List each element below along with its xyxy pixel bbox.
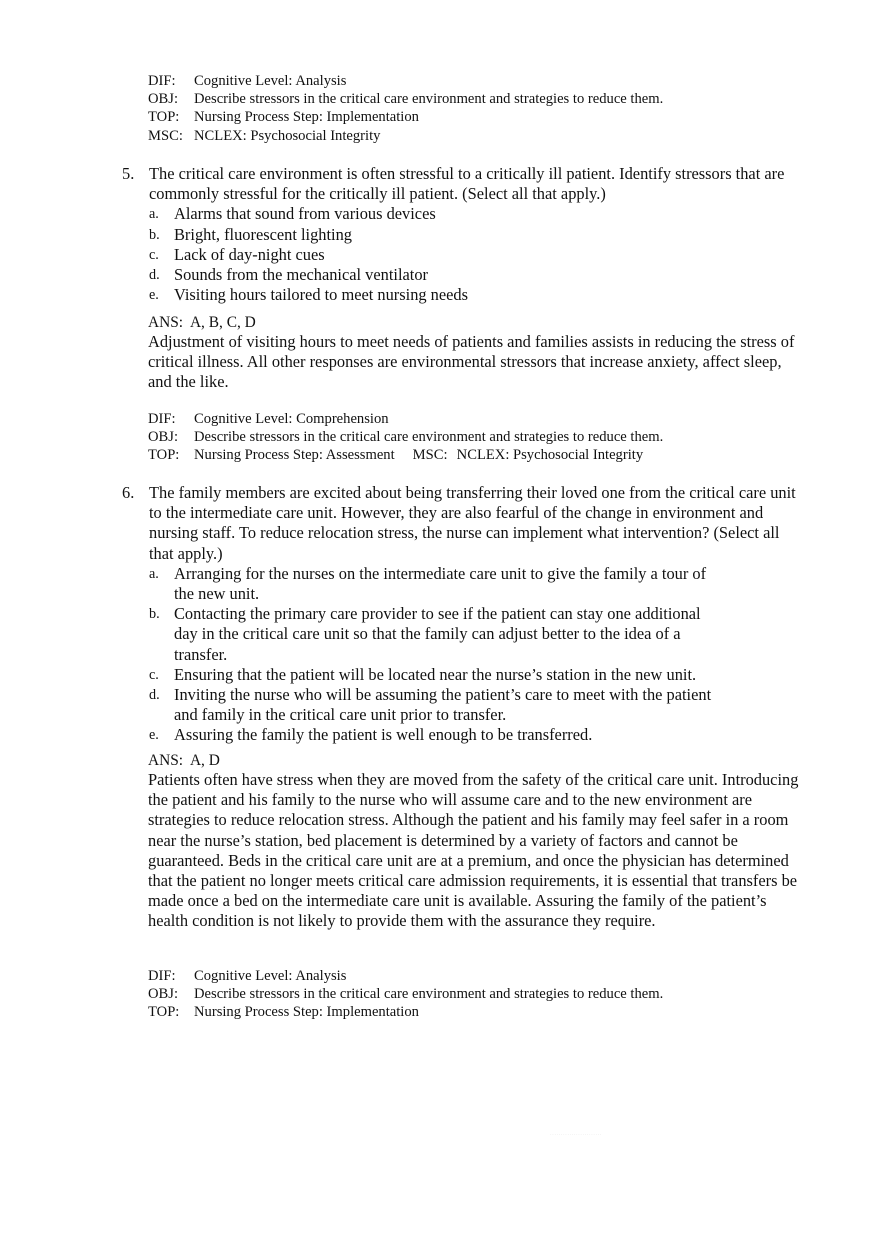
option-text <box>174 604 802 665</box>
msc-label: MSC: <box>148 127 183 144</box>
obj-label: OBJ: <box>148 429 179 446</box>
obj-value: Describe stressors in the critical care environment and strategies to reduce them. <box>194 986 664 1003</box>
option-text-line: Contacting the primary care provider to see if the patient can stay one additional <box>174 604 701 624</box>
option-text-line: Assuring the family the patient is well enough to be transferred. <box>174 725 593 745</box>
top-row <box>148 108 663 126</box>
option-text-line: transfer. <box>174 644 228 664</box>
option-e <box>149 285 802 305</box>
question-stem: The family members are excited about being transferring their loved one from the critical care unit to the intermediate care unit. However, they are also fearful of the change in environment and nursing staff. To reduce relocation stress, the nurse can implement what intervention? (Select all that apply.) <box>149 483 796 563</box>
dif-row <box>148 410 663 428</box>
answer-line <box>148 751 803 770</box>
obj-row <box>148 428 663 446</box>
option-text-line: Arranging for the nurses on the intermediate care unit to give the family a tour of <box>174 563 707 583</box>
rationale: Patients often have stress when they are moved from the safety of the critical care unit. Introducing the patient and his family to the nurse who will assume care and to the new environment are strategies to reduce relocation stress. Although the patient and his family may feel safer in a room near the nurse’s station, bed placement is determined by a variety of factors and cannot be guaranteed. Beds in the critical care unit are at a premium, and once the physician has determined that the patient no longer meets critical care admission requirements, it is essential that transfers be made once a bed on the intermediate care unit is available. Assuring the family of the patient’s health condition is not likely to provide them with the assurance they require. <box>148 770 799 931</box>
question-5-metadata <box>148 410 663 465</box>
option-b <box>149 604 802 665</box>
msc-label: MSC: <box>412 447 448 464</box>
dif-row <box>148 967 663 985</box>
option-text: Bright, fluorescent lighting <box>174 224 352 244</box>
answer-line <box>148 313 803 332</box>
top-label: TOP: <box>148 109 180 126</box>
dif-label: DIF: <box>148 411 176 427</box>
answer-label: ANS: <box>148 314 184 331</box>
answer-value: A, D <box>189 752 220 769</box>
option-letter: d. <box>149 267 160 284</box>
faint-watermark: ························ <box>550 1132 602 1138</box>
option-a <box>149 204 802 224</box>
obj-row <box>148 985 663 1003</box>
option-letter: e. <box>149 287 159 304</box>
question-5 <box>122 164 802 305</box>
option-text <box>174 564 802 604</box>
option-e <box>149 725 802 745</box>
option-letter: a. <box>149 206 159 223</box>
question-6-metadata <box>148 967 663 1022</box>
obj-value: Describe stressors in the critical care environment and strategies to reduce them. <box>194 429 664 446</box>
option-text: Sounds from the mechanical ventilator <box>174 265 428 285</box>
option-d <box>149 685 802 725</box>
previous-question-metadata <box>148 72 663 145</box>
option-text-line: Ensuring that the patient will be located near the nurse’s station in the new unit. <box>174 664 697 684</box>
option-text: Visiting hours tailored to meet nursing needs <box>174 285 468 305</box>
dif-label: DIF: <box>148 73 176 89</box>
obj-label: OBJ: <box>148 91 179 108</box>
question-number: 6. <box>122 483 135 502</box>
dif-value: Cognitive Level: Analysis <box>194 968 347 984</box>
dif-value: Cognitive Level: Analysis <box>194 73 347 89</box>
dif-row <box>148 72 663 90</box>
option-letter: c. <box>149 246 159 263</box>
option-letter: d. <box>149 687 160 704</box>
obj-row <box>148 90 663 108</box>
answer-options <box>149 204 802 305</box>
question-6-header <box>122 483 802 564</box>
option-letter: b. <box>149 226 160 243</box>
top-value: Nursing Process Step: Implementation <box>194 1004 419 1021</box>
question-number: 5. <box>122 164 135 183</box>
dif-value: Cognitive Level: Comprehension <box>194 411 389 427</box>
option-letter: c. <box>149 666 159 683</box>
option-c <box>149 665 802 685</box>
option-b <box>149 225 802 245</box>
top-value: Nursing Process Step: Assessment <box>194 447 395 464</box>
question-5-answer <box>148 313 803 393</box>
option-text-line: and family in the critical care unit prior to transfer. <box>174 705 507 725</box>
top-value: Nursing Process Step: Implementation <box>194 109 419 126</box>
msc-value: NCLEX: Psychosocial Integrity <box>456 447 644 464</box>
option-a <box>149 564 802 604</box>
option-d <box>149 265 802 285</box>
question-5-header <box>122 164 802 204</box>
answer-label: ANS: <box>148 752 184 769</box>
option-text <box>174 725 802 745</box>
option-text-line: the new unit. <box>174 584 260 604</box>
top-label: TOP: <box>148 447 180 464</box>
option-c <box>149 245 802 265</box>
top-label: TOP: <box>148 1004 180 1021</box>
top-msc-row <box>148 446 663 464</box>
msc-value: NCLEX: Psychosocial Integrity <box>194 127 381 144</box>
obj-label: OBJ: <box>148 986 179 1003</box>
msc-row <box>148 127 663 145</box>
option-text-line: day in the critical care unit so that the family can adjust better to the idea of a <box>174 624 681 644</box>
option-letter: a. <box>149 565 159 582</box>
option-text: Lack of day-night cues <box>174 244 325 264</box>
obj-value: Describe stressors in the critical care environment and strategies to reduce them. <box>194 91 664 108</box>
rationale: Adjustment of visiting hours to meet needs of patients and families assists in reducing the stress of critical illness. All other responses are environmental stressors that increase anxiety, affect sleep, and the like. <box>148 332 795 392</box>
question-stem: The critical care environment is often stressful to a critically ill patient. Identify stressors that are commonly stressful for the critically ill patient. (Select all that apply.) <box>149 164 785 204</box>
question-6 <box>122 483 802 746</box>
answer-value: A, B, C, D <box>189 314 256 331</box>
option-letter: e. <box>149 727 159 744</box>
dif-label: DIF: <box>148 968 176 984</box>
option-text-line: Inviting the nurse who will be assuming the patient’s care to meet with the patient <box>174 685 712 705</box>
option-text <box>174 685 802 725</box>
answer-options <box>149 564 802 746</box>
option-text: Alarms that sound from various devices <box>174 204 436 224</box>
top-row <box>148 1003 663 1021</box>
option-letter: b. <box>149 606 160 623</box>
question-6-answer <box>148 751 803 932</box>
spacer <box>395 446 413 464</box>
option-text <box>174 665 802 685</box>
